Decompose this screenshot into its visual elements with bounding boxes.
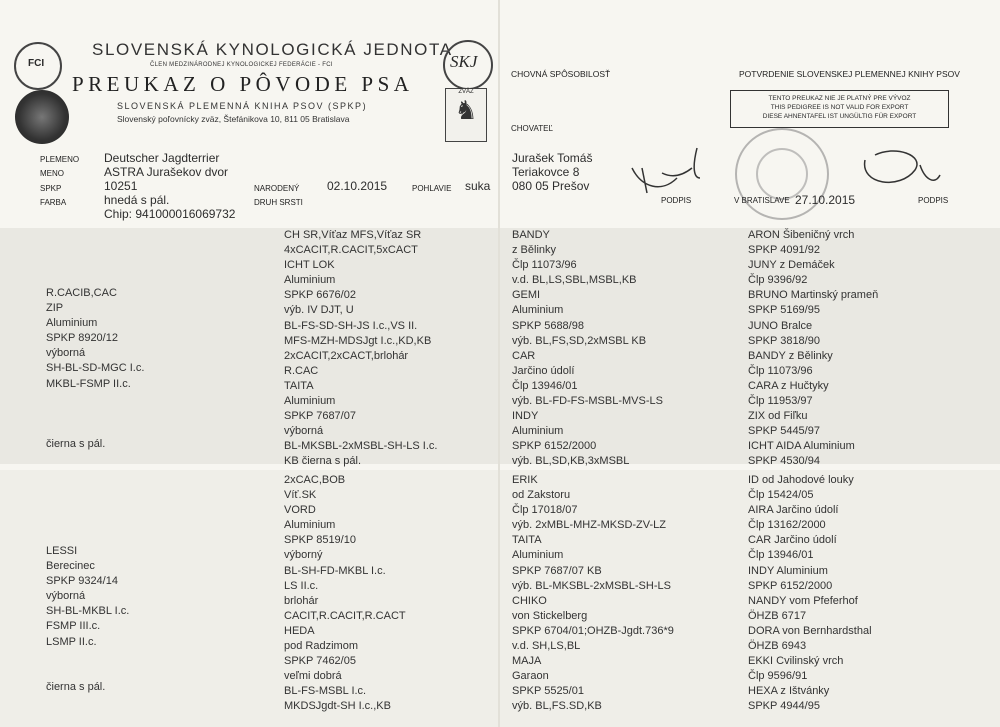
page-fold	[498, 0, 500, 727]
g3-line: Aluminium	[512, 425, 564, 438]
sire-sire-line: Aluminium	[284, 274, 336, 287]
dam-line: FSMP III.c.	[46, 620, 101, 633]
g3-line: výb. BL-FD-FS-MSBL-MVS-LS	[512, 395, 663, 408]
org-name: SLOVENSKÁ KYNOLOGICKÁ JEDNOTA	[92, 40, 453, 59]
g4-line: Člp 9396/92	[748, 274, 808, 287]
g4-line: Člp 11953/97	[748, 395, 813, 408]
g4-line: Člp 15424/05	[748, 489, 814, 502]
g3-line: výb. BL,FS.SD,KB	[512, 700, 602, 713]
g4-line: Člp 11073/96	[748, 364, 813, 377]
sire-line	[46, 392, 144, 407]
deer-icon: ♞	[454, 95, 478, 125]
breeder-label: CHOVATEĽ	[511, 124, 553, 133]
signature-label-1: PODPIS	[661, 196, 692, 205]
issue-date: 27.10.2015	[795, 193, 856, 207]
confirmation-label: POTVRDENIE SLOVENSKEJ PLEMENNEJ KNIHY PSOV	[739, 69, 960, 79]
dam-sire-line: SPKP 8519/10	[284, 534, 356, 547]
born-label: NARODENÝ	[254, 184, 300, 193]
g4-line: CARA z Hučtyky	[748, 379, 829, 392]
sire-sire-line: R.CAC	[284, 364, 319, 377]
sire-line: SH-BL-SD-MGC I.c.	[46, 362, 145, 375]
g4-line: AIRA Jarčino údolí	[748, 504, 839, 517]
chip-value: Chip: 941000016069732	[104, 207, 236, 221]
dam-dam-line: veľmi dobrá	[284, 670, 342, 683]
export-notice-sk: TENTO PREUKAZ NIE JE PLATNÝ PRE VÝVOZ	[768, 95, 911, 102]
sire-sire-line: 4xCACIT,R.CACIT,5xCACT	[284, 244, 418, 257]
g4-line: SPKP 4091/92	[748, 244, 820, 257]
sire-dam-line: KB čierna s pál.	[284, 455, 362, 468]
breeder-city: 080 05 Prešov	[512, 179, 590, 193]
dam-line	[46, 650, 129, 665]
dam-dam-line: MKDSJgdt-SH I.c.,KB	[284, 700, 391, 713]
export-notice-box	[730, 90, 949, 128]
sire-sire-line: SPKP 6676/02	[284, 289, 356, 302]
g3-line: výb. BL,SD,KB,3xMSBL	[512, 455, 630, 468]
g3-line: MAJA	[512, 655, 542, 668]
g3-line: výb. 2xMBL-MHZ-MKSD-ZV-LZ	[512, 519, 667, 532]
dam-line: čierna s pál.	[46, 680, 106, 693]
sire-sire-line: výb. IV DJT, U	[284, 304, 354, 317]
sire-line	[46, 422, 144, 437]
dam-line: LSMP II.c.	[46, 635, 97, 648]
g3-line: Člp 17018/07	[512, 504, 578, 517]
dam-line: SH-BL-MKBL I.c.	[46, 605, 130, 618]
g3-line: Jarčino údolí	[512, 364, 575, 377]
sire-line: Aluminium	[46, 317, 98, 330]
sire-line: čierna s pál.	[46, 437, 106, 450]
sire-dam-line: BL-MKSBL-2xMSBL-SH-LS I.c.	[284, 440, 438, 453]
g3-sire-column	[512, 228, 663, 470]
club-logo-text: ZVÄZ	[458, 89, 474, 95]
g3-line: SPKP 5525/01	[512, 685, 584, 698]
dam-dam-line: SPKP 7462/05	[284, 655, 356, 668]
g3-line: CAR	[512, 349, 536, 362]
g4-dam-column	[748, 473, 872, 715]
breeding-label: CHOVNÁ SPÔSOBILOSŤ	[511, 69, 611, 79]
sire-dam-line: výborná	[284, 425, 324, 438]
g4-line: SPKP 4530/94	[748, 455, 820, 468]
g4-line: EKKI Cvilinský vrch	[748, 655, 844, 668]
g4-line: BANDY z Bělinky	[748, 349, 833, 362]
dam-sire-line: 2xCAC,BOB	[284, 474, 346, 486]
sex-value: suka	[465, 179, 491, 193]
g3-line: Aluminium	[512, 304, 564, 317]
dam-dam-line: BL-FS-MSBL I.c.	[284, 685, 367, 698]
sire-sire-line: CH SR,Víťaz MFS,Víťaz SR	[284, 229, 422, 241]
g4-line: ID od Jahodové louky	[748, 474, 854, 486]
g3-line: SPKP 6704/01;OHZB-Jgdt.736*9	[512, 624, 674, 637]
export-notice-en: THIS PEDIGREE IS NOT VALID FOR EXPORT	[770, 104, 909, 111]
breeder-street: Teriakovce 8	[512, 165, 580, 179]
g3-line: SPKP 6152/2000	[512, 440, 597, 453]
g3-line: GEMI	[512, 289, 541, 302]
g4-line: BRUNO Martinský prameň	[748, 289, 879, 302]
sire-dam-line: TAITA	[284, 379, 314, 392]
g4-line: SPKP 5169/95	[748, 304, 820, 317]
name-label: MENO	[40, 169, 64, 178]
skj-logo-text: SKJ	[450, 52, 478, 71]
g4-line: SPKP 6152/2000	[748, 579, 833, 592]
registry-address: Slovenský poľovnícky zväz, Štefánikova 10, 811 05 Bratislava	[117, 114, 350, 124]
g3-line: CHIKO	[512, 594, 547, 607]
fci-logo-text: FCI	[28, 58, 45, 69]
g3-dam-column	[512, 473, 674, 715]
g4-line: ICHT AIDA Aluminium	[748, 440, 855, 453]
sex-label: POHLAVIE	[412, 184, 452, 193]
sire-line: ZIP	[46, 302, 64, 315]
sire-sire-line: MFS-MZH-MDSJgt I.c.,KD,KB	[284, 334, 432, 347]
sire-dam-line: Aluminium	[284, 395, 336, 408]
g3-line: TAITA	[512, 534, 542, 547]
sire-line: SPKP 8920/12	[46, 332, 118, 345]
g3-line: v.d. SH,LS,BL	[512, 640, 581, 653]
sire-sire-line: 2xCACIT,2xCACT,brlohár	[284, 349, 409, 362]
g4-line: SPKP 3818/90	[748, 334, 820, 347]
g4-line: SPKP 5445/97	[748, 425, 820, 438]
dam-sire-line: výborný	[284, 549, 323, 562]
breed-value: Deutscher Jagdterrier	[104, 151, 220, 165]
dam-sire-column	[284, 473, 406, 715]
seal-stamp	[15, 90, 69, 144]
g3-line: SPKP 5688/98	[512, 319, 584, 332]
g4-line: ZIX od Fiľku	[748, 410, 808, 423]
g3-line: von Stickelberg	[512, 609, 588, 622]
registry-name: SLOVENSKÁ PLEMENNÁ KNIHA PSOV (SPKP)	[117, 101, 368, 111]
breeder-name: Jurašek Tomáš	[512, 151, 593, 165]
dam-line: LESSI	[46, 545, 78, 557]
signature-2	[855, 140, 945, 195]
g3-line: Aluminium	[512, 549, 564, 562]
g3-line: SPKP 7687/07 KB	[512, 564, 602, 577]
g3-line: Člp 13946/01	[512, 379, 578, 392]
g3-line: BANDY	[512, 229, 550, 241]
g4-sire-column	[748, 228, 878, 470]
sire-dam-line: SPKP 7687/07	[284, 410, 356, 423]
color-value: hnedá s pál.	[104, 193, 170, 207]
g4-line: CAR Jarčino údolí	[748, 534, 837, 547]
signature-label-2: PODPIS	[918, 196, 949, 205]
g4-line: NANDY vom Pfeferhof	[748, 594, 858, 607]
g3-line: Garaon	[512, 670, 549, 683]
g3-line: INDY	[512, 410, 539, 423]
signature-1	[622, 138, 722, 198]
g3-line: v.d. BL,LS,SBL,MSBL,KB	[512, 274, 637, 287]
g4-line: HEXA z Ištvánky	[748, 685, 830, 698]
g4-line: DORA von Bernhardsthal	[748, 624, 872, 637]
g4-line: ARON Šibeničný vrch	[748, 229, 855, 241]
spkp-label: SPKP	[40, 184, 62, 193]
g4-line: JUNO Bralce	[748, 319, 813, 332]
sire-sire-line: BL-FS-SD-SH-JS I.c.,VS II.	[284, 319, 418, 332]
dam-sire-line: LS II.c.	[284, 579, 319, 592]
dam-sire-line: BL-SH-FD-MKBL I.c.	[284, 564, 386, 577]
g4-line: ÖHZB 6717	[748, 609, 807, 622]
place-label: V BRATISLAVE	[734, 196, 790, 205]
g3-line: z Bělinky	[512, 244, 557, 257]
g3-line: od Zakstoru	[512, 489, 571, 502]
born-value: 02.10.2015	[327, 179, 388, 193]
sire-sire-line: ICHT LOK	[284, 259, 335, 272]
g4-line: ÖHZB 6943	[748, 640, 807, 653]
dam-sire-line: CACIT,R.CACIT,R.CACT	[284, 609, 406, 622]
dam-column	[46, 544, 129, 695]
fci-member: ČLEN MEDZINÁRODNEJ KYNOLOGICKEJ FEDERÁCIE - FCI	[150, 62, 333, 68]
sire-column	[46, 286, 144, 452]
export-notice-de: DIESE AHNENTAFEL IST UNGÜLTIG FÜR EXPORT	[762, 113, 917, 120]
sire-sire-column	[284, 228, 437, 470]
g4-line: SPKP 4944/95	[748, 700, 820, 713]
sire-line: MKBL-FSMP II.c.	[46, 377, 131, 390]
dam-line: výborná	[46, 590, 86, 603]
g4-line: Člp 13162/2000	[748, 519, 826, 532]
g3-line: ERIK	[512, 474, 538, 486]
dam-dam-line: HEDA	[284, 624, 315, 637]
g4-line: INDY Aluminium	[748, 564, 828, 577]
name-value: ASTRA Jurašekov dvor	[104, 165, 229, 179]
sire-line	[46, 407, 144, 422]
dam-sire-line: VORD	[284, 504, 316, 517]
breed-label: PLEMENO	[40, 155, 80, 164]
dam-line: SPKP 9324/14	[46, 575, 118, 588]
color-label: FARBA	[40, 198, 67, 207]
dam-dam-line: pod Radzimom	[284, 640, 358, 653]
g4-line: JUNY z Demáček	[748, 259, 835, 272]
sire-line: výborná	[46, 347, 86, 360]
g3-line: výb. BL-MKSBL-2xMSBL-SH-LS	[512, 579, 671, 592]
dam-sire-line: Víť.SK	[284, 489, 317, 502]
document-title: PREUKAZ O PÔVODE PSA	[72, 72, 414, 96]
g4-line: Člp 9596/91	[748, 670, 808, 683]
sire-line: R.CACIB,CAC	[46, 287, 117, 299]
g3-line: výb. BL,FS,SD,2xMSBL KB	[512, 334, 647, 347]
dam-line	[46, 665, 129, 680]
g3-line: Člp 11073/96	[512, 259, 577, 272]
dam-sire-line: Aluminium	[284, 519, 336, 532]
coat-label: DRUH SRSTI	[254, 198, 303, 207]
hunting-club-emblem	[445, 88, 487, 142]
dam-sire-line: brlohár	[284, 594, 319, 607]
spkp-value: 10251	[104, 179, 138, 193]
g4-line: Člp 13946/01	[748, 549, 814, 562]
dam-line: Berecinec	[46, 560, 95, 573]
